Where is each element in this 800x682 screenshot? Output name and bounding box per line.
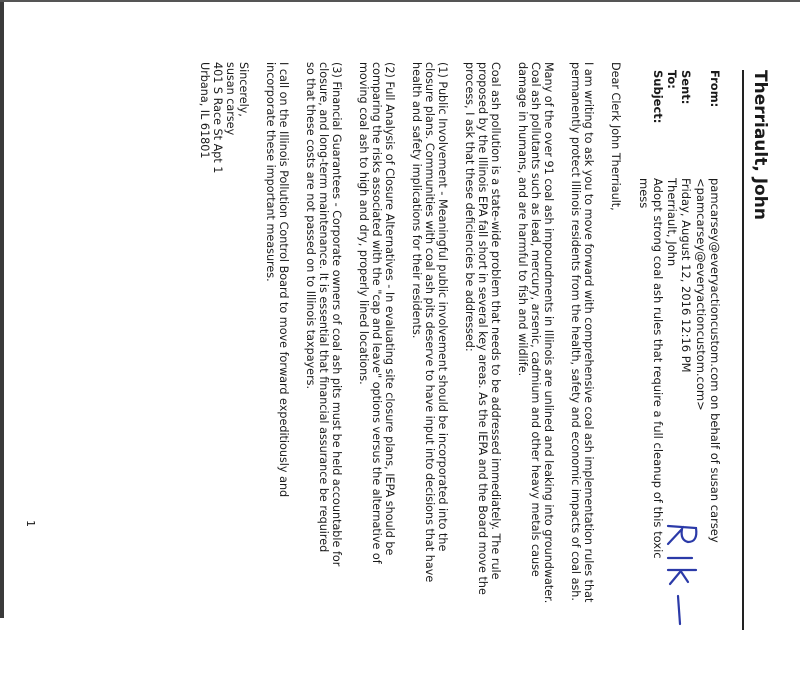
signature-address-line-2: Urbana, IL 61801 — [198, 62, 211, 159]
paragraph-6-line-1: (3) Financial Guarantees - Corporate owners of coal ash pits must be held accountable for — [330, 62, 343, 567]
recipient-name-heading: Therriault, John — [750, 70, 770, 220]
paragraph-3-line-1: Coal ash pollution is a state-wide problem that needs to be addressed immediately. The rule — [489, 62, 502, 580]
subject-value-line-1: Adopt strong coal ash rules that require a full cleanup of this toxic — [651, 178, 665, 559]
paragraph-5-line-3: moving coal ash to high and dry, properly lined locations. — [357, 62, 370, 385]
signature-name: susan carsey — [224, 62, 237, 136]
from-value-line-1: pamcarsey@everyactioncustom.com on behalf of susan carsey — [708, 178, 722, 543]
to-value: Therriault, John — [665, 178, 679, 267]
paragraph-2-line-1: Many of the over 91 coal ash impoundments in Illinois are unlined and leaking into groundwater. — [542, 62, 555, 604]
from-label: From: — [708, 70, 722, 108]
salutation: Dear Clerk John Therriault, — [609, 62, 622, 211]
paragraph-2-line-2: Coal ash pollutants such as lead, mercury, arsenic, cadmium and other heavy metals cause — [529, 62, 542, 577]
page-number: 1 — [24, 520, 37, 527]
paragraph-2-line-3: damage in humans, and are harmful to fish and wildlife. — [516, 62, 529, 377]
handwritten-note-mark — [662, 520, 702, 630]
paragraph-5-line-2: comparing the risks associated with the "cap and leave" options versus the alternative of — [370, 62, 383, 564]
paragraph-4-line-2: closure plans. Communities with coal ash pits deserve to have input into decisions that have — [423, 62, 436, 583]
to-label: To: — [665, 70, 679, 89]
paragraph-6-line-3: so that these costs are not passed on to Illinois taxpayers. — [304, 62, 317, 390]
subject-label: Subject: — [651, 70, 665, 124]
sent-value: Friday, August 12, 2016 12:16 PM — [679, 178, 693, 373]
paragraph-6-line-2: closure, and long-term maintenance. It is essential that financial assurance be required — [317, 62, 330, 553]
paragraph-4-line-1: (1) Public Involvement - Meaningful public involvement should be incorporated into the — [436, 62, 449, 552]
paragraph-3-line-2: proposed by the Illinois EPA fall short in several key areas. As the IEPA and the Board move the — [476, 62, 489, 595]
closing: Sincerely, — [237, 62, 250, 117]
subject-value-line-2: mess — [637, 178, 651, 209]
paragraph-7-line-1: I call on the Illinois Pollution Control Board to move forward expeditiously and — [277, 62, 290, 498]
sent-label: Sent: — [679, 70, 693, 105]
paragraph-4-line-3: health and safety implications for their residents. — [410, 62, 423, 339]
paragraph-3-line-3: process, I ask that these deficiencies be addressed: — [463, 62, 476, 352]
signature-address-line-1: 401 S Race St Apt 1 — [211, 62, 224, 174]
from-value-line-2: <pamcarsey@everyactioncustom.com> — [694, 178, 708, 411]
heading-rule — [742, 70, 744, 630]
paragraph-7-line-2: incorporate these important measures. — [264, 62, 277, 282]
paragraph-5-line-1: (2) Full Analysis of Closure Alternatives - In evaluating site closure plans, IEPA should be — [383, 62, 396, 556]
paragraph-1-line-1: I am writing to ask you to move forward with comprehensive coal ash implementation rules that — [582, 62, 595, 603]
paragraph-1-line-2: permanently protect Illinois residents from the health, safety and economic impacts of coal ash. — [569, 62, 582, 601]
